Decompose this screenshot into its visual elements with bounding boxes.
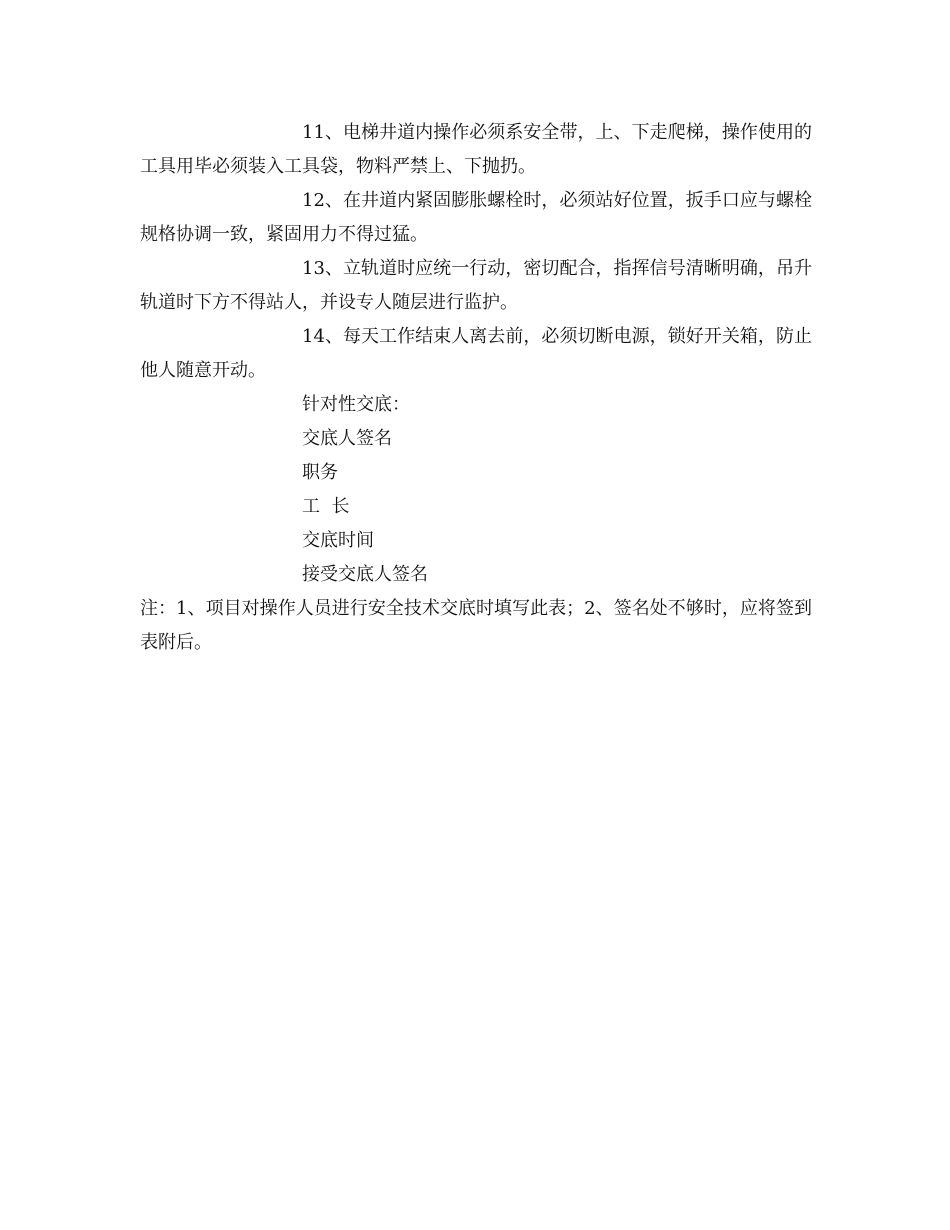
clause-11: 11、电梯井道内操作必须系安全带，上、下走爬梯，操作使用的工具用毕必须装入工具袋，物料严禁上、下抛扔。	[140, 122, 812, 177]
briefing-time-label: 交底时间	[302, 530, 374, 551]
foreman-label: 工 长	[302, 496, 350, 517]
briefer-signature-label: 交底人签名	[302, 428, 392, 449]
targeted-briefing-label: 针对性交底：	[302, 394, 410, 415]
document-page	[140, 116, 812, 660]
clause-13: 13、立轨道时应统一行动，密切配合，指挥信号清晰明确，吊升轨道时下方不得站人，并设专人随层进行监护。	[140, 258, 812, 313]
footnote: 注：1、项目对操作人员进行安全技术交底时填写此表；2、签名处不够时，应将签到表附后。	[140, 598, 812, 653]
clause-14: 14、每天工作结束人离去前，必须切断电源，锁好开关箱，防止他人随意开动。	[140, 326, 812, 381]
position-label: 职务	[302, 462, 338, 483]
recipient-signature-label: 接受交底人签名	[302, 564, 428, 585]
clause-12: 12、在井道内紧固膨胀螺栓时，必须站好位置，扳手口应与螺栓规格协调一致，紧固用力不得过猛。	[140, 190, 812, 245]
